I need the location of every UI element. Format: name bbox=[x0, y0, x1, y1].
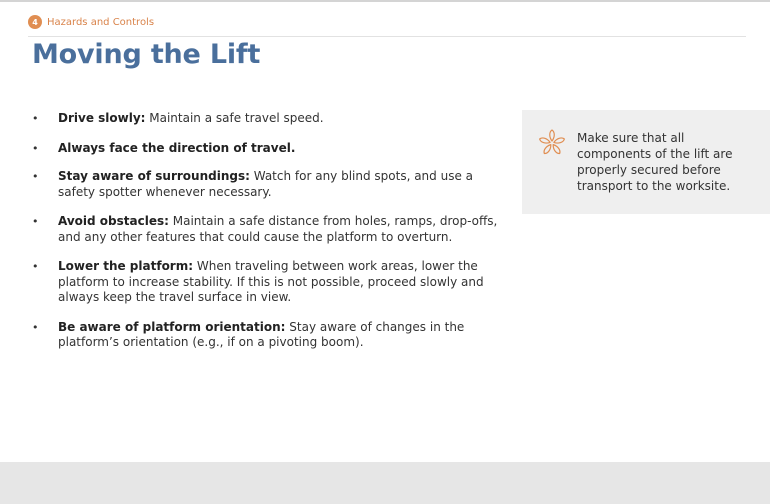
bullet-dot: • bbox=[32, 215, 39, 228]
bullet-dot: • bbox=[32, 170, 39, 183]
bullet-bold: Be aware of platform orientation: bbox=[58, 319, 286, 334]
bullet-bold: Stay aware of surroundings: bbox=[58, 169, 250, 183]
page-title: Moving the Lift bbox=[32, 39, 261, 70]
bullet-bold: Avoid obstacles: bbox=[58, 214, 169, 228]
breadcrumb bbox=[28, 15, 154, 29]
bullet-text: When traveling between work areas, lower the platform to increase stability. If this is not possible, proceed slowly and always keep the travel surface in view. bbox=[58, 259, 484, 304]
bullet-text: Maintain a safe distance from holes, ramps, drop-offs, and any other features that could cause the platform to overturn. bbox=[58, 214, 498, 244]
callout-text: Make sure that all components of the lift are properly secured before transport to the worksite. bbox=[577, 131, 733, 193]
bullet-dot: • bbox=[32, 260, 39, 273]
bullet-item bbox=[30, 141, 500, 157]
top-rule bbox=[0, 0, 770, 2]
bullet-dot: • bbox=[32, 320, 39, 334]
bullet-item bbox=[30, 259, 500, 306]
bullet-item bbox=[30, 169, 500, 200]
tip-callout bbox=[522, 110, 770, 214]
bullet-dot: • bbox=[32, 141, 39, 155]
bullet-bold: Always face the direction of travel. bbox=[58, 140, 296, 155]
bullet-list bbox=[30, 111, 500, 351]
section-name: Hazards and Controls bbox=[47, 16, 155, 28]
asterisk-flower-icon bbox=[537, 128, 567, 158]
bullet-item bbox=[30, 320, 500, 351]
bullet-text: Stay aware of changes in the platform’s orientation (e.g., if on a pivoting boom). bbox=[58, 319, 465, 349]
footer-band bbox=[0, 462, 770, 504]
step-number-badge: 4 bbox=[28, 15, 42, 29]
bullet-item bbox=[30, 214, 500, 245]
header-divider bbox=[28, 36, 746, 37]
bullet-item bbox=[30, 111, 500, 127]
bullet-text: Maintain a safe travel speed. bbox=[145, 111, 324, 125]
bullet-text: Watch for any blind spots, and use a safety spotter whenever necessary. bbox=[58, 169, 474, 199]
bullet-dot: • bbox=[32, 112, 39, 125]
bullet-bold: Drive slowly: bbox=[58, 111, 146, 125]
bullet-bold: Lower the platform: bbox=[58, 259, 194, 273]
